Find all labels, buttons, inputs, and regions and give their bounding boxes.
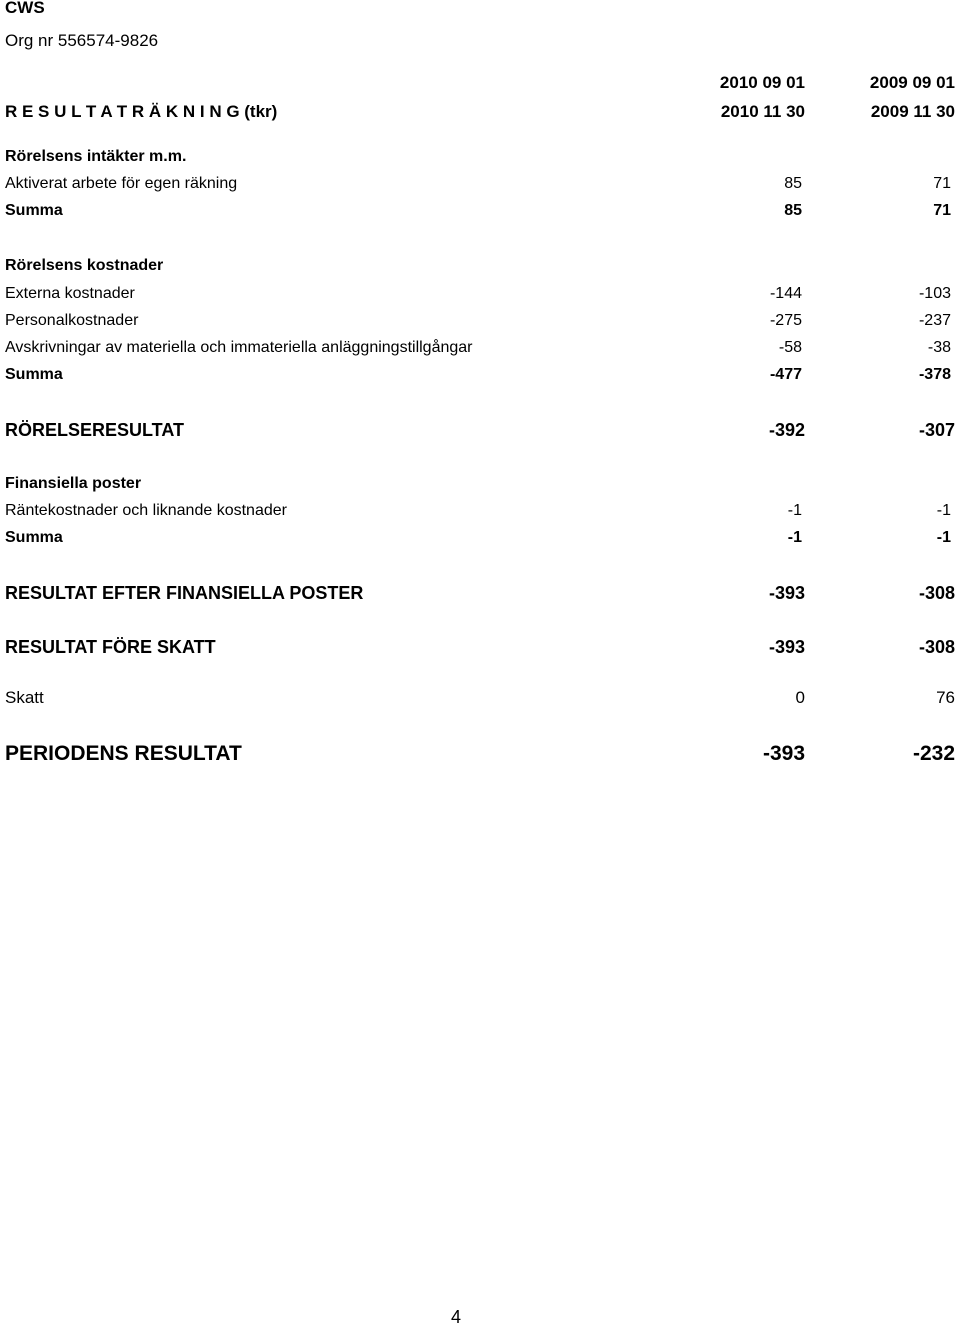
income-heading: Rörelsens intäkter m.m.: [5, 148, 187, 165]
costs-sum-row: Summa -477 -378: [5, 366, 951, 383]
period2-to: 2009 11 30: [870, 102, 955, 121]
financial-row: Räntekostnader och liknande kostnader -1 -1: [5, 502, 951, 519]
period1-from: 2010 09 01: [719, 73, 805, 92]
cost-row: Personalkostnader -275 -237: [5, 312, 951, 329]
cost-row: Avskrivningar av materiella och immateriella anläggningstillgångar -58 -38: [5, 339, 951, 356]
statement-title: R E S U L T A T R Ä K N I N G (tkr): [5, 102, 278, 121]
period2-from: 2009 09 01: [869, 73, 955, 92]
tax-row: Skatt 0 76: [5, 688, 955, 707]
period-result-row: PERIODENS RESULTAT -393 -232: [5, 742, 955, 765]
costs-heading: Rörelsens kostnader: [5, 257, 164, 274]
period-from-row: [0, 71, 960, 95]
financial-heading: Finansiella poster: [5, 475, 142, 492]
financial-sum-row: Summa -1 -1: [5, 529, 951, 546]
org-number: Org nr 556574-9826: [5, 31, 159, 50]
income-row: Aktiverat arbete för egen räkning 85 71: [5, 175, 951, 192]
page-number: 4: [450, 1307, 461, 1327]
result-after-financial-row: RESULTAT EFTER FINANSIELLA POSTER -393 -308: [5, 583, 955, 603]
statement-title-row: [0, 100, 960, 124]
result-before-tax-row: RESULTAT FÖRE SKATT -393 -308: [5, 637, 955, 657]
cost-row: Externa kostnader -144 -103: [5, 285, 951, 302]
operating-result-row: RÖRELSERESULTAT -392 -307: [5, 420, 955, 440]
period1-to: 2010 11 30: [720, 102, 805, 121]
income-sum-row: Summa 85 71: [5, 202, 951, 219]
company-name: CWS: [5, 0, 45, 17]
